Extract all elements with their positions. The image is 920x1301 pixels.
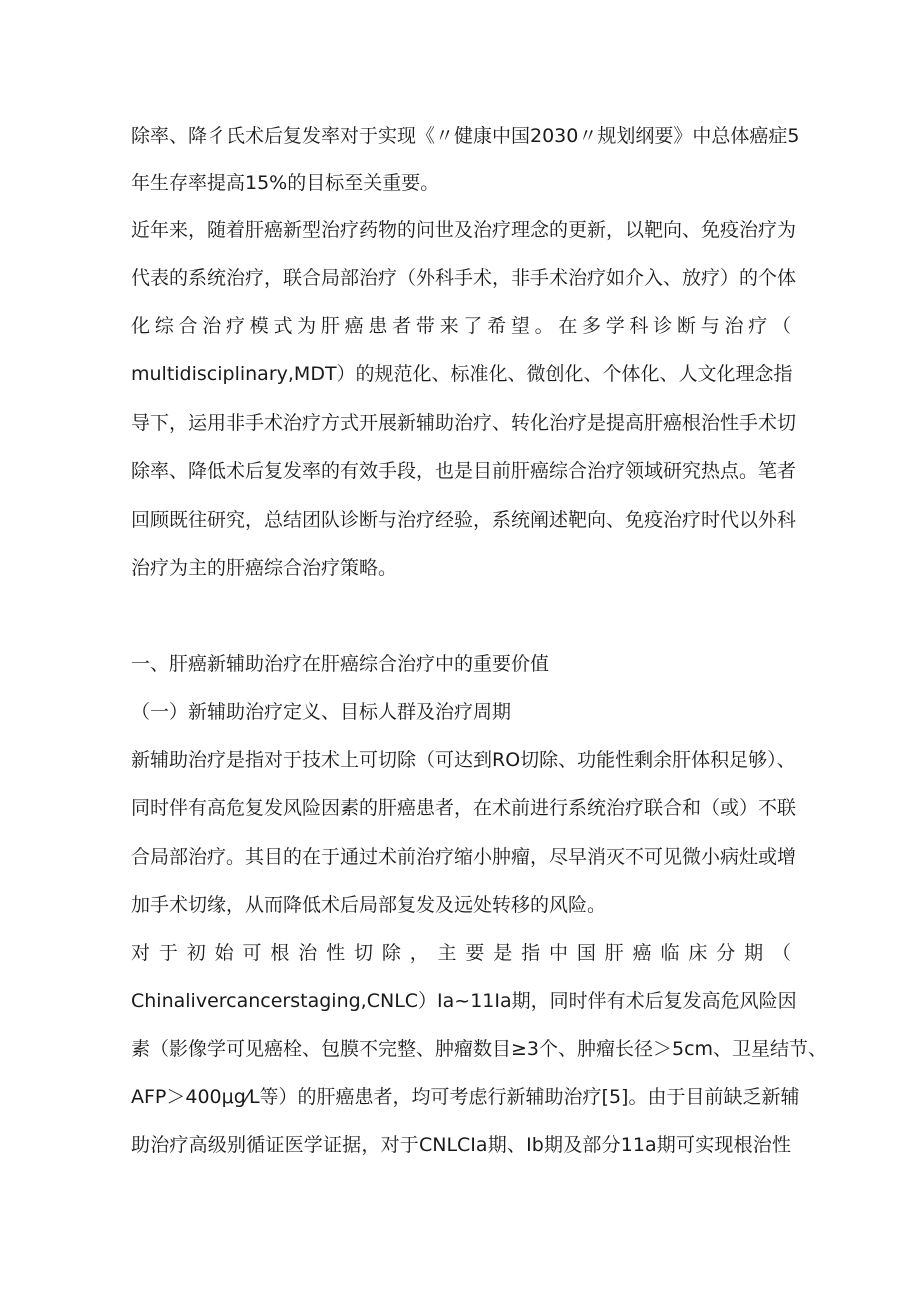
text-line: 素（影像学可见癌栓、包膜不完整、肿瘤数目≥3个、肿瘤长径＞5cm、卫星结节、 [131, 1038, 828, 1060]
text-line: 助治疗高级别循证医学证据，对于CNLCIa期、Ib期及部分11a期可实现根治性 [131, 1134, 791, 1156]
text-line: 除率、降彳氏术后复发率对于实现《〃健康中国2030〃规划纲要》中总体癌症5 [131, 125, 800, 147]
text-line: 同时伴有高危复发风险因素的肝癌患者，在术前进行系统治疗联合和（或）不联 [131, 797, 797, 819]
text-line: 除率、降低术后复发率的有效手段，也是目前肝癌综合治疗领域研究热点。笔者 [131, 460, 797, 482]
text-line: multidisciplinary,MDT）的规范化、标准化、微创化、个体化、人文化理念指 [131, 363, 793, 385]
text-line: 化综合治疗模式为肝癌患者带来了希望。在多学科诊断与治疗（ [131, 315, 791, 337]
text-line: 近年来，随着肝癌新型治疗药物的问世及治疗理念的更新，以靶向、免疫治疗为 [131, 219, 797, 241]
subsection-heading: （一）新辅助治疗定义、目标人群及治疗周期 [131, 701, 512, 723]
text-line: 年生存率提高15%的目标至关重要。 [131, 172, 440, 194]
text-line: 导下，运用非手术治疗方式开展新辅助治疗、转化治疗是提高肝癌根治性手术切 [131, 412, 797, 434]
section-heading: 一、肝癌新辅助治疗在肝癌综合治疗中的重要价值 [131, 653, 550, 675]
text-line: 加手术切缘，从而降低术后局部复发及远处转移的风险。 [131, 894, 607, 916]
text-line: AFP＞400μg⁄L等）的肝癌患者，均可考虑行新辅助治疗[5]。由于目前缺乏新辅 [131, 1086, 800, 1108]
text-line: 合局部治疗。其目的在于通过术前治疗缩小肿瘤，尽早消灭不可见微小病灶或增 [131, 846, 797, 868]
text-line: 新辅助治疗是指对于技术上可切除（可达到RO切除、功能性剩余肝体积足够）、 [131, 749, 796, 771]
text-line: 治疗为主的肝癌综合治疗策略。 [131, 557, 398, 579]
text-line: 代表的系统治疗，联合局部治疗（外科手术，非手术治疗如介入、放疗）的个体 [131, 267, 797, 289]
text-line: Chinalivercancerstaging,CNLC）Ia~11Ia期，同时伴有术后复发高危风险因 [131, 990, 797, 1012]
text-line: 回顾既往研究，总结团队诊断与治疗经验，系统阐述靶向、免疫治疗时代以外科 [131, 509, 797, 531]
text-line: 对于初始可根治性切除，主要是指中国肝癌临床分期（ [131, 942, 791, 964]
